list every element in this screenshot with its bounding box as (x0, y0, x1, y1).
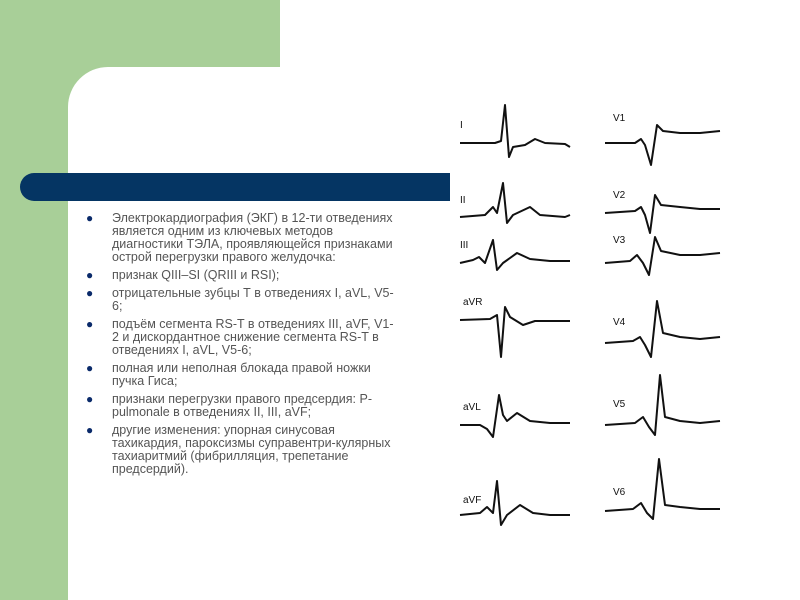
bullet-dot-icon: ● (86, 361, 94, 375)
bullet-dot-icon: ● (86, 286, 94, 300)
bullet-item (80, 393, 400, 419)
ecg-lead-label: aVL (463, 402, 481, 413)
bullet-item (80, 287, 400, 313)
ecg-lead-label: II (460, 195, 466, 206)
ecg-trace-v1 (605, 125, 720, 165)
ecg-lead-label: V4 (613, 317, 626, 328)
ecg-trace-i (460, 105, 570, 157)
bullet-text: другие изменения: упорная синусовая тахикардия, пароксизмы суправентри-кулярных тахиаритмий (фибрилляция, трепетание предсердий). (112, 423, 391, 476)
bullet-dot-icon: ● (86, 211, 94, 225)
ecg-lead-label: V1 (613, 113, 626, 124)
ecg-lead-label: aVF (463, 495, 482, 506)
ecg-lead-label: V5 (613, 399, 626, 410)
ecg-lead-label: V2 (613, 190, 626, 201)
bullet-text: полная или неполная блокада правой ножки пучка Гиса; (112, 361, 371, 388)
ecg-lead-label: I (460, 120, 463, 131)
bullet-dot-icon: ● (86, 392, 94, 406)
bullet-text: признак QIII–SI (QRIII и RSI); (112, 268, 280, 282)
bullet-dot-icon: ● (86, 423, 94, 437)
ecg-lead-label: aVR (463, 297, 483, 308)
ecg-trace-avr (460, 307, 570, 357)
bullet-item (80, 318, 400, 357)
bullet-list (80, 212, 400, 481)
ecg-trace-v4 (605, 301, 720, 357)
bullet-dot-icon: ● (86, 317, 94, 331)
ecg-trace-iii (460, 240, 570, 270)
ecg-lead-label: V6 (613, 487, 626, 498)
bullet-text: отрицательные зубцы Т в отведениях I, aVL, V5-6; (112, 286, 394, 313)
bullet-dot-icon: ● (86, 268, 94, 282)
ecg-lead-label: V3 (613, 235, 626, 246)
title-bar (20, 173, 450, 201)
ecg-trace-ii (460, 183, 570, 223)
bullet-text: признаки перегрузки правого предсердия: P-pulmonale в отведениях II, III, aVF; (112, 392, 372, 419)
bullet-item (80, 362, 400, 388)
bullet-item (80, 424, 400, 476)
bullet-item (80, 212, 400, 264)
bullet-item (80, 269, 400, 282)
bullet-text: подъём сегмента RS-T в отведениях III, aVF, V1-2 и дискордантное снижение сегмента RS-T в отведениях I, aVL, V5-6; (112, 317, 394, 357)
ecg-lead-label: III (460, 240, 469, 251)
green-left-strip (0, 0, 68, 600)
bullet-text: Электрокардиография (ЭКГ) в 12-ти отведениях является одним из ключевых методов диагностики ТЭЛА, проявляющейся признаками острой перегрузки правого желудочка: (112, 211, 393, 264)
ecg-illustration (455, 95, 730, 545)
